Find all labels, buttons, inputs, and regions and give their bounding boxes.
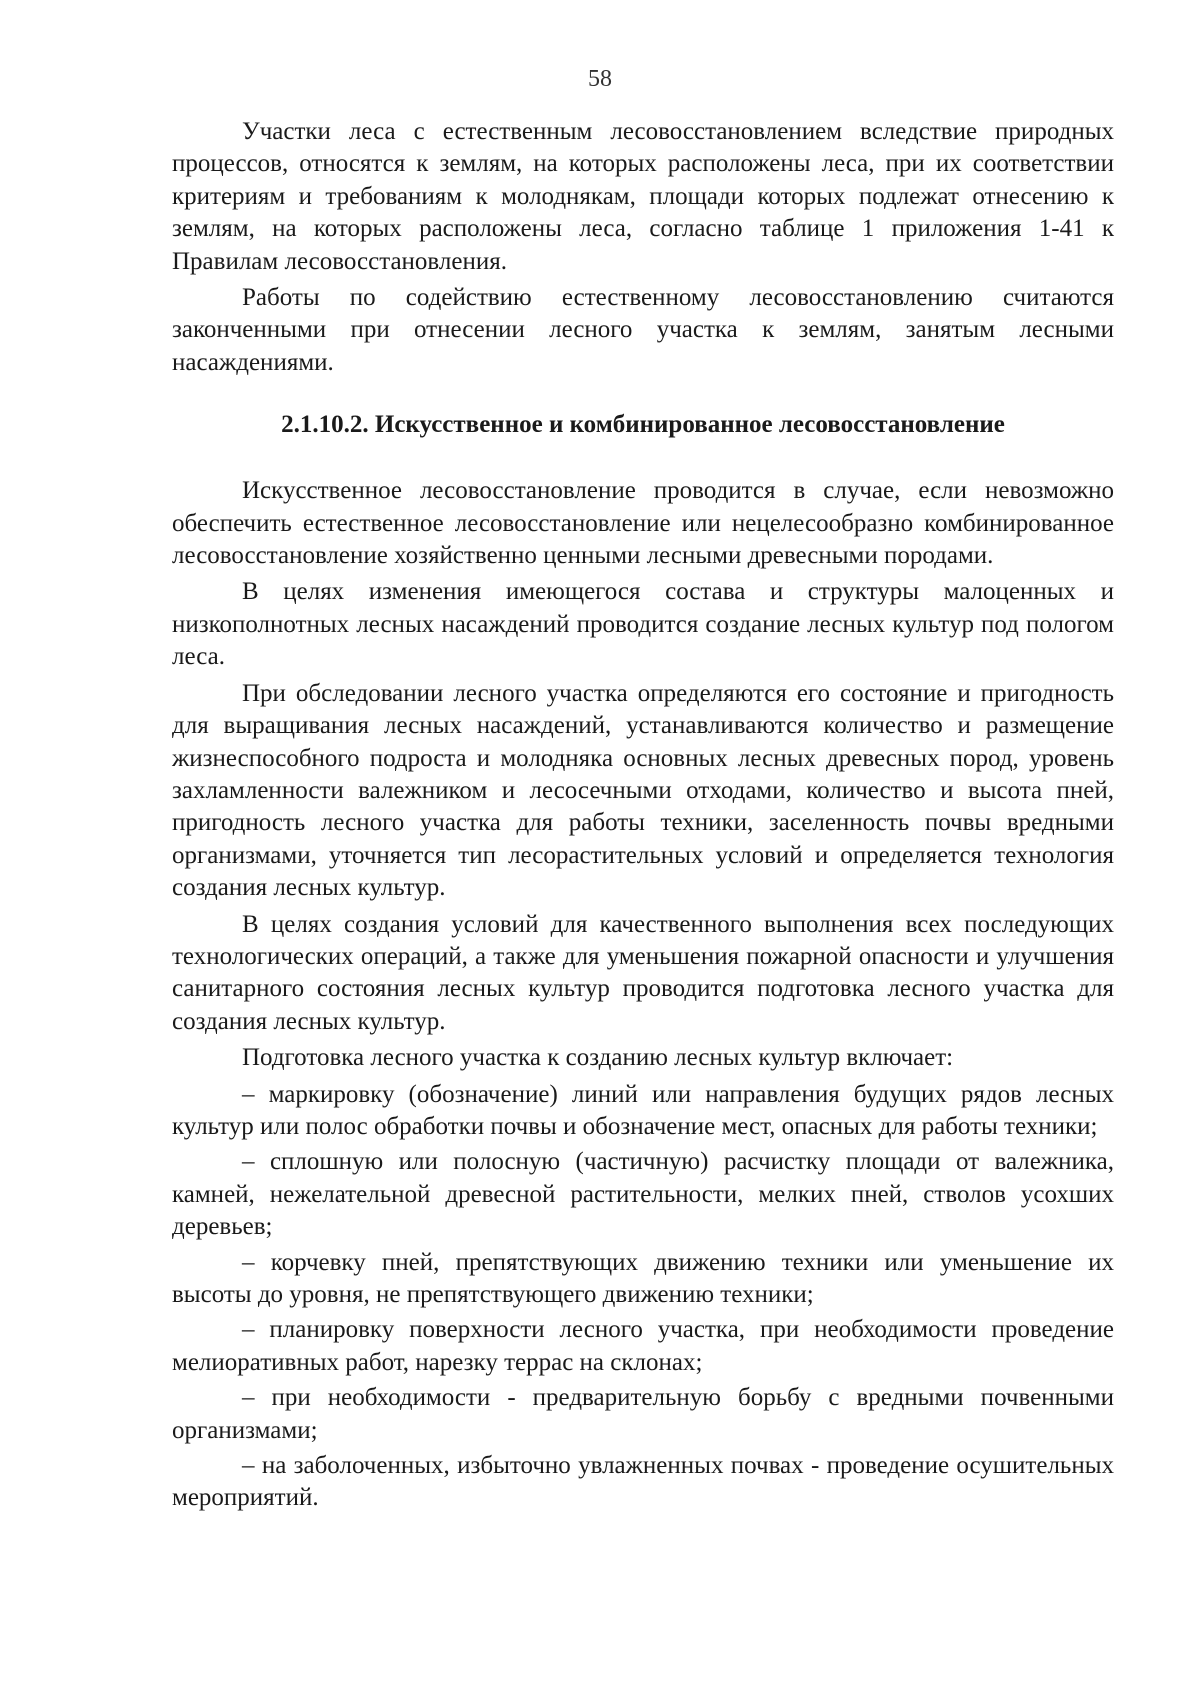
paragraph-natural-regeneration-lands: Участки леса с естественным лесовосстановлением вследствие природных процессов, относятся к землям, на которых расположены леса, при их соответствии критериям и требованиям к молоднякам, площади которых подлежат отнесению к землям, на которых расположены леса, согласно таблице 1 приложения 1-41 к Правилам лесовосстановления. xyxy=(172,118,1114,275)
list-item: – маркировку (обозначение) линий или направления будущих рядов лесных культур или полос обработки почвы и обозначение мест, опасных для работы техники; xyxy=(172,1080,1114,1140)
paragraph-preparation-includes: Подготовка лесного участка к созданию лесных культур включает: xyxy=(242,1044,954,1072)
page-content xyxy=(172,116,1114,1518)
paragraph-assistance-completion: Работы по содействию естественному лесовосстановлению считаются законченными при отнесении лесного участка к землям, занятым лесными насаждениями. xyxy=(172,284,1114,376)
page-number: 58 xyxy=(588,66,612,92)
list-item: – при необходимости - предварительную борьбу с вредными почвенными организмами; xyxy=(172,1384,1114,1444)
list-item: – корчевку пней, препятствующих движению техники или уменьшение их высоты до уровня, не препятствующего движению техники; xyxy=(172,1248,1114,1308)
list-item: – на заболоченных, избыточно увлажненных почвах - проведение осушительных мероприятий. xyxy=(172,1452,1114,1512)
section-heading: 2.1.10.2. Искусственное и комбинированное лесовосстановление xyxy=(281,411,1005,439)
paragraph-under-canopy: В целях изменения имеющегося состава и структуры малоценных и низкополнотных лесных насаждений проводится создание лесных культур под пологом леса. xyxy=(172,578,1114,671)
paragraph-site-survey: При обследовании лесного участка определяются его состояние и пригодность для выращивания лесных насаждений, устанавливаются количество и размещение жизнеспособного подроста и молодняка основных лесных древесных пород, уровень захламленности валежником и лесосечными отходами, количество и высота пней, пригодность лесного участка для работы техники, заселенность почвы вредными организмами, уточняется тип лесорастительных условий и определяется технология создания лесных культур. xyxy=(172,679,1114,902)
paragraph-artificial-regeneration: Искусственное лесовосстановление проводится в случае, если невозможно обеспечить естественное лесовосстановление или нецелесообразно комбинированное лесовосстановление хозяйственно ценными лесными древесными породами. xyxy=(172,477,1114,570)
list-item: – планировку поверхности лесного участка, при необходимости проведение мелиоративных работ, нарезку террас на склонах; xyxy=(172,1316,1114,1376)
paragraph-site-preparation-purpose: В целях создания условий для качественного выполнения всех последующих технологических операций, а также для уменьшения пожарной опасности и улучшения санитарного состояния лесных культур проводится подготовка лесного участка для создания лесных культур. xyxy=(172,910,1114,1035)
list-item: – сплошную или полосную (частичную) расчистку площади от валежника, камней, нежелательной древесной растительности, мелких пней, стволов усохших деревьев; xyxy=(172,1148,1114,1241)
